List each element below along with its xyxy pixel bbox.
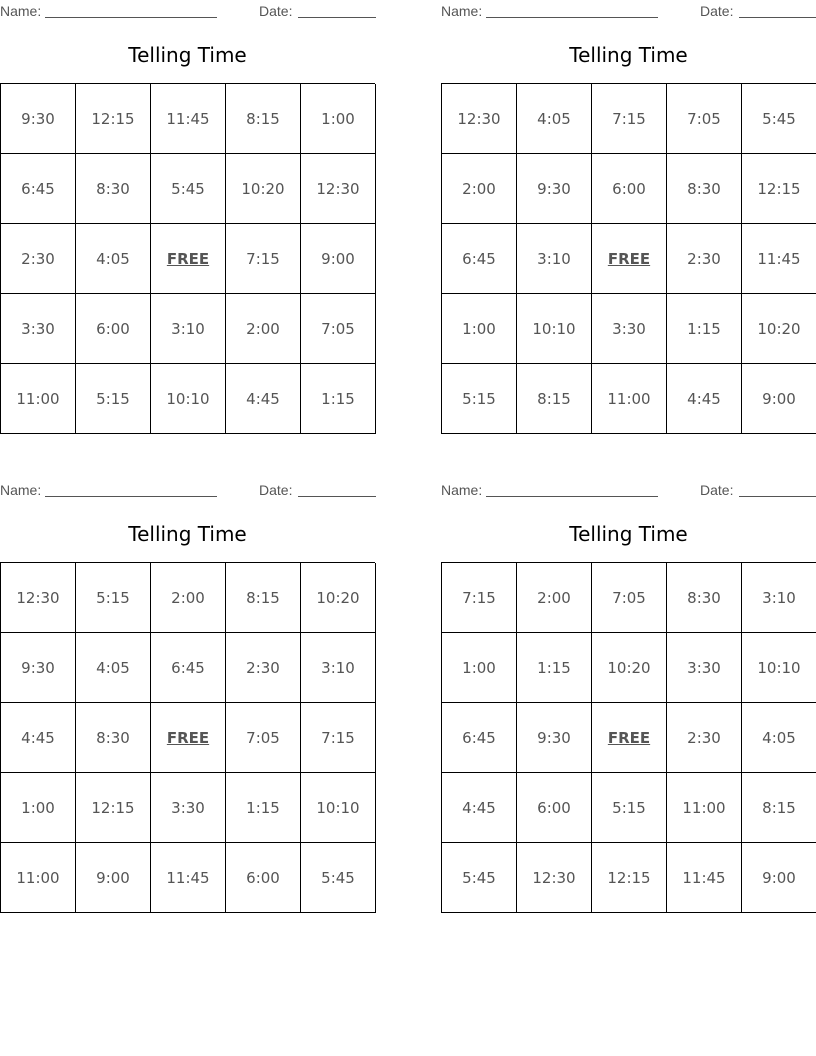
time-cell: 2:00 xyxy=(151,563,226,633)
card-header xyxy=(441,2,816,20)
time-cell: 7:15 xyxy=(226,224,301,294)
time-cell: 3:30 xyxy=(667,633,742,703)
time-cell: 10:10 xyxy=(301,773,376,843)
name-blank-line xyxy=(486,17,658,18)
time-cell: 5:15 xyxy=(442,364,517,434)
bingo-grid xyxy=(0,562,375,913)
time-cell: 8:15 xyxy=(226,563,301,633)
time-cell: 12:30 xyxy=(1,563,76,633)
bingo-card xyxy=(441,479,816,913)
free-space-cell: FREE xyxy=(592,224,667,294)
time-cell: 11:45 xyxy=(151,84,226,154)
time-cell: 11:00 xyxy=(1,843,76,913)
time-cell: 4:05 xyxy=(76,224,151,294)
time-cell: 3:10 xyxy=(742,563,816,633)
time-cell: 1:00 xyxy=(301,84,376,154)
time-cell: 6:00 xyxy=(592,154,667,224)
time-cell: 4:05 xyxy=(742,703,816,773)
time-cell: 8:15 xyxy=(226,84,301,154)
time-cell: 7:15 xyxy=(592,84,667,154)
time-cell: 6:00 xyxy=(76,294,151,364)
card-title: Telling Time xyxy=(128,522,247,546)
time-cell: 10:20 xyxy=(301,563,376,633)
time-cell: 12:15 xyxy=(592,843,667,913)
card-title: Telling Time xyxy=(569,43,688,67)
time-cell: 4:45 xyxy=(442,773,517,843)
date-label: Date: xyxy=(700,3,734,19)
date-blank-line xyxy=(739,17,816,18)
time-cell: 3:30 xyxy=(151,773,226,843)
name-blank-line xyxy=(45,17,217,18)
time-cell: 5:45 xyxy=(442,843,517,913)
time-cell: 9:30 xyxy=(1,84,76,154)
time-cell: 9:00 xyxy=(742,364,816,434)
time-cell: 2:30 xyxy=(1,224,76,294)
time-cell: 11:45 xyxy=(667,843,742,913)
time-cell: 2:00 xyxy=(226,294,301,364)
time-cell: 3:30 xyxy=(1,294,76,364)
time-cell: 12:15 xyxy=(76,84,151,154)
time-cell: 6:45 xyxy=(442,224,517,294)
time-cell: 3:10 xyxy=(517,224,592,294)
time-cell: 7:05 xyxy=(226,703,301,773)
time-cell: 1:00 xyxy=(1,773,76,843)
time-cell: 4:45 xyxy=(667,364,742,434)
time-cell: 10:10 xyxy=(517,294,592,364)
date-blank-line xyxy=(739,496,816,497)
time-cell: 12:30 xyxy=(301,154,376,224)
time-cell: 9:00 xyxy=(76,843,151,913)
time-cell: 10:10 xyxy=(742,633,816,703)
time-cell: 2:30 xyxy=(667,224,742,294)
bingo-card xyxy=(0,479,375,913)
card-header xyxy=(0,481,375,499)
time-cell: 8:30 xyxy=(667,563,742,633)
time-cell: 7:05 xyxy=(301,294,376,364)
name-blank-line xyxy=(486,496,658,497)
time-cell: 9:30 xyxy=(1,633,76,703)
time-cell: 4:05 xyxy=(517,84,592,154)
time-cell: 6:45 xyxy=(151,633,226,703)
name-blank-line xyxy=(45,496,217,497)
time-cell: 11:00 xyxy=(592,364,667,434)
time-cell: 1:15 xyxy=(667,294,742,364)
time-cell: 10:20 xyxy=(226,154,301,224)
time-cell: 12:30 xyxy=(517,843,592,913)
time-cell: 9:00 xyxy=(301,224,376,294)
name-label: Name: xyxy=(441,3,483,19)
bingo-grid xyxy=(0,83,375,434)
time-cell: 5:45 xyxy=(151,154,226,224)
time-cell: 11:45 xyxy=(742,224,816,294)
time-cell: 12:30 xyxy=(442,84,517,154)
bingo-grid xyxy=(441,83,816,434)
time-cell: 6:00 xyxy=(517,773,592,843)
time-cell: 4:05 xyxy=(76,633,151,703)
time-cell: 7:05 xyxy=(592,563,667,633)
time-cell: 12:15 xyxy=(76,773,151,843)
time-cell: 8:30 xyxy=(76,703,151,773)
bingo-card xyxy=(0,0,375,434)
time-cell: 5:15 xyxy=(592,773,667,843)
free-space-cell: FREE xyxy=(151,703,226,773)
time-cell: 5:45 xyxy=(301,843,376,913)
time-cell: 3:10 xyxy=(151,294,226,364)
time-cell: 5:15 xyxy=(76,364,151,434)
time-cell: 6:45 xyxy=(442,703,517,773)
time-cell: 4:45 xyxy=(226,364,301,434)
time-cell: 10:10 xyxy=(151,364,226,434)
time-cell: 3:10 xyxy=(301,633,376,703)
time-cell: 11:00 xyxy=(1,364,76,434)
time-cell: 10:20 xyxy=(592,633,667,703)
time-cell: 2:00 xyxy=(442,154,517,224)
time-cell: 5:45 xyxy=(742,84,816,154)
time-cell: 6:45 xyxy=(1,154,76,224)
time-cell: 9:00 xyxy=(742,843,816,913)
time-cell: 1:15 xyxy=(517,633,592,703)
bingo-grid xyxy=(441,562,816,913)
time-cell: 7:15 xyxy=(442,563,517,633)
date-label: Date: xyxy=(259,482,293,498)
time-cell: 9:30 xyxy=(517,154,592,224)
card-header xyxy=(0,2,375,20)
time-cell: 2:30 xyxy=(226,633,301,703)
name-label: Name: xyxy=(0,482,42,498)
date-blank-line xyxy=(298,17,376,18)
card-title: Telling Time xyxy=(569,522,688,546)
free-space-cell: FREE xyxy=(151,224,226,294)
time-cell: 1:15 xyxy=(226,773,301,843)
time-cell: 1:00 xyxy=(442,294,517,364)
time-cell: 7:05 xyxy=(667,84,742,154)
date-label: Date: xyxy=(259,3,293,19)
time-cell: 5:15 xyxy=(76,563,151,633)
time-cell: 3:30 xyxy=(592,294,667,364)
card-header xyxy=(441,481,816,499)
time-cell: 9:30 xyxy=(517,703,592,773)
free-space-cell: FREE xyxy=(592,703,667,773)
name-label: Name: xyxy=(441,482,483,498)
time-cell: 2:30 xyxy=(667,703,742,773)
time-cell: 8:15 xyxy=(517,364,592,434)
time-cell: 8:30 xyxy=(667,154,742,224)
date-blank-line xyxy=(298,496,376,497)
time-cell: 1:15 xyxy=(301,364,376,434)
time-cell: 8:15 xyxy=(742,773,816,843)
time-cell: 1:00 xyxy=(442,633,517,703)
time-cell: 6:00 xyxy=(226,843,301,913)
time-cell: 11:00 xyxy=(667,773,742,843)
bingo-card xyxy=(441,0,816,434)
time-cell: 11:45 xyxy=(151,843,226,913)
time-cell: 7:15 xyxy=(301,703,376,773)
card-title: Telling Time xyxy=(128,43,247,67)
name-label: Name: xyxy=(0,3,42,19)
time-cell: 2:00 xyxy=(517,563,592,633)
time-cell: 8:30 xyxy=(76,154,151,224)
time-cell: 4:45 xyxy=(1,703,76,773)
time-cell: 10:20 xyxy=(742,294,816,364)
date-label: Date: xyxy=(700,482,734,498)
time-cell: 12:15 xyxy=(742,154,816,224)
